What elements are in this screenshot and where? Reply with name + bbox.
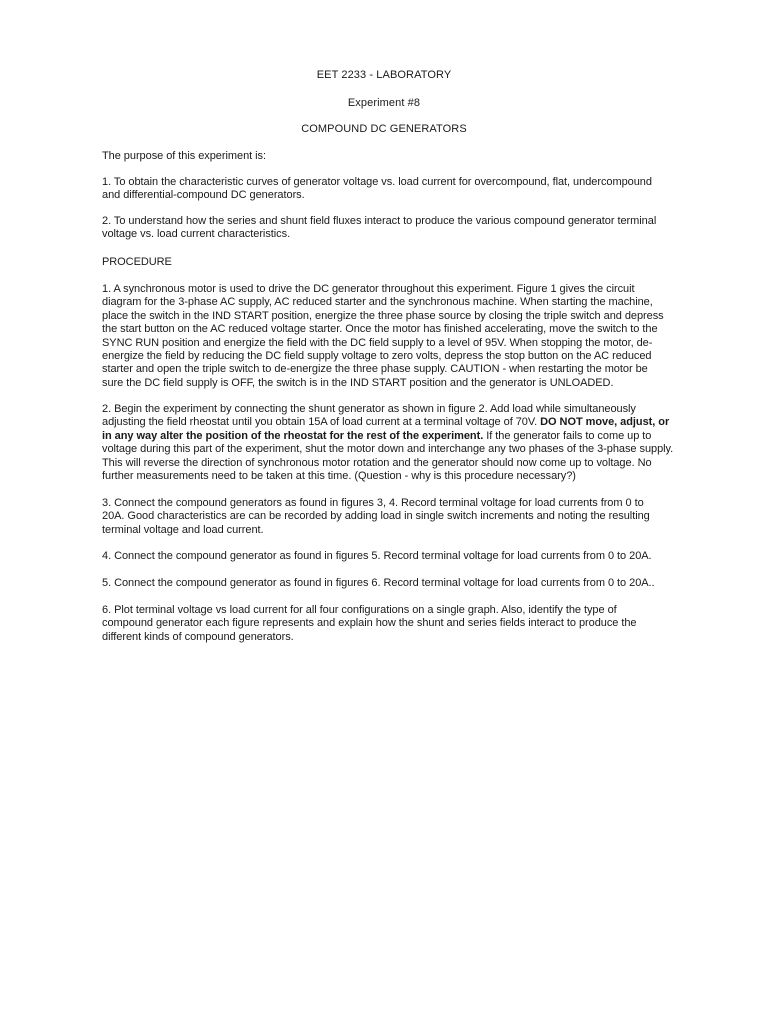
objective-2 [102,215,702,242]
step-2-line: further measurements need to be taken at this time. (Question - why is this procedure necessary?) [102,469,576,482]
step-1-line: 1. A synchronous motor is used to drive the DC generator throughout this experiment. Figure 1 gives the circuit [102,283,635,295]
step-1-line: starter and open the triple switch to de-energize the three phase supply. CAUTION - when restarting the motor be [102,363,648,376]
procedure-step-6 [102,604,702,644]
purpose-intro-text: The purpose of this experiment is: [102,150,266,162]
objective-2-line: 2. To understand how the series and shunt field fluxes interact to produce the various compound generator terminal [102,215,657,227]
procedure-step-3 [102,497,702,537]
step-2-line: This will reverse the direction of synchronous motor rotation and the generator should now come up to voltage. No [102,456,652,469]
step-6-line: compound generator each figure represents and explain how the shunt and series fields interact to produce the [102,617,637,630]
step-1-line: energize the field by reducing the DC field supply voltage to zero volts, depress the stop button on the AC reduced [102,349,652,362]
step-6-line: different kinds of compound generators. [102,630,294,643]
step-1-line: diagram for the 3-phase AC supply, AC reduced starter and the synchronous machine. When starting the machine, [102,296,653,309]
experiment-number: Experiment #8 [347,97,421,109]
objective-1-line: 1. To obtain the characteristic curves of generator voltage vs. load current for overcompound, flat, undercompound [102,176,652,188]
objective-2-line: voltage vs. load current characteristics. [102,228,291,241]
step-2-line: voltage during this part of the experiment, shut the motor down and interchange any two phases of the 3-phase supply. [102,443,674,456]
objective-1 [102,176,702,203]
step-2-line-3-plain: If the generator fails to come up to [483,429,652,442]
step-2-line: 2. Begin the experiment by connecting the shunt generator as shown in figure 2. Add load while simultaneously [102,403,636,415]
step-1-line: sure the DC field supply is OFF, the switch is in the IND START position and the generator is UNLOADED. [102,376,614,389]
step-2-line [102,416,702,429]
procedure-step-1 [102,283,702,390]
procedure-step-4 [102,550,702,563]
experiment-title: COMPOUND DC GENERATORS [301,123,467,135]
purpose-intro [102,150,702,163]
procedure-step-2 [102,403,702,483]
procedure-heading [102,256,702,269]
step-2-warning-bold-cont: in any way alter the position of the rheostat for the rest of the experiment. [102,429,484,442]
step-1-line: SYNC RUN position and energize the field with the DC field supply to a level of 95V. When stopping the motor, de- [102,336,653,349]
step-1-line: the start button on the AC reduced voltage starter. Once the motor has finished accelerating, move the switch to the [102,323,658,336]
procedure-heading-text: PROCEDURE [102,256,172,268]
step-2-line [102,430,702,443]
step-6-line: 6. Plot terminal voltage vs load current for all four configurations on a single graph. Also, identify the type of [102,604,617,616]
step-3-line: 3. Connect the compound generators as found in figures 3, 4. Record terminal voltage for load currents from 0 to [102,497,644,509]
step-1-line: place the switch in the IND START position, energize the three phase source by closing the triple switch and depress [102,309,664,322]
step-2-line-2-plain: adjusting the field rheostat until you obtain 15A of load current at a terminal voltage of 70V. [102,416,541,429]
objective-1-line: and differential-compound DC generators. [102,189,305,202]
step-3-line: 20A. Good characteristics are can be recorded by adding load in single switch increments and noting the resulting [102,510,650,523]
step-5-line: 5. Connect the compound generator as found in figures 6. Record terminal voltage for load currents from 0 to 20A.. [102,577,655,589]
procedure-step-5 [102,577,702,590]
course-title: EET 2233 - LABORATORY [316,69,452,81]
step-3-line: terminal voltage and load current. [102,523,264,536]
step-2-warning-bold: DO NOT move, adjust, or [540,416,670,429]
step-4-line: 4. Connect the compound generator as found in figures 5. Record terminal voltage for load currents from 0 to 20A. [102,550,652,562]
